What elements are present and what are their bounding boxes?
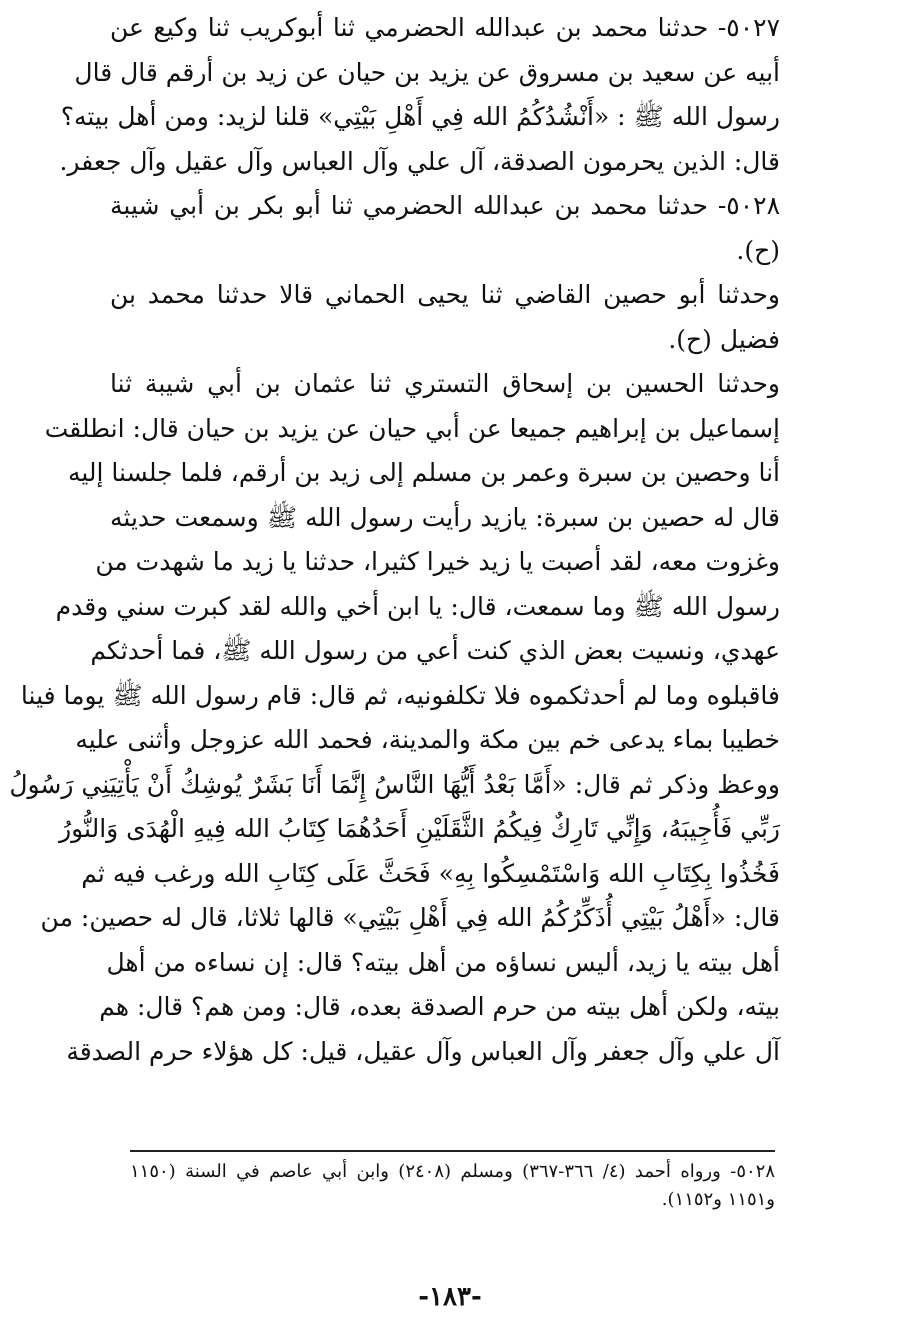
text-line: خطيبا بماء يدعى خم بين مكة والمدينة، فحمد الله عزوجل وأثنى عليه <box>75 725 780 754</box>
footnote-line: و١١٥١ و١١٥٢). <box>661 1189 775 1210</box>
text-line: أبيه عن سعيد بن مسروق عن يزيد بن حيان عن زيد بن أرقم قال قال <box>74 57 780 87</box>
text-line: قال: «أَهْلُ بَيْتِي أُذَكِّرُكُمُ الله فِي أَهْلِ بَيْتِي» قالها ثلاثا، قال له حصين: من <box>40 903 780 932</box>
text-line: فضيل (ح). <box>668 324 780 354</box>
text-line: عهدي، ونسيت بعض الذي كنت أعي من رسول الله ﷺ، فما أحدثكم <box>90 636 780 665</box>
text-line: بيته، ولكن أهل بيته من حرم الصدقة بعده، قال: ومن هم؟ قال: هم <box>99 992 780 1021</box>
footnotes <box>130 1158 775 1214</box>
text-line: أهل بيته يا زيد، أليس نساؤه من أهل بيته؟ قال: إن نساءه من أهل <box>106 947 780 977</box>
hadith-body-text <box>9 6 780 1074</box>
text-line: قال له حصين بن سبرة: يازيد رأيت رسول الله ﷺ وسمعت حديثه <box>110 502 780 532</box>
footnote-divider <box>130 1150 775 1152</box>
text-line: فاقبلوه وما لم أحدثكموه فلا تكلفونيه، ثم قال: قام رسول الله ﷺ يوما فينا <box>20 680 780 710</box>
text-line: رَبِّي فَأُجِيبَهُ، وَإِنِّي تَارِكٌ فِيكُمُ الثَّقَلَيْنِ أَحَدُهُمَا كِتَابُ الله فِيهِ الْهُدَى وَالنُّورُ <box>59 814 780 843</box>
text-line: رسول الله ﷺ وما سمعت، قال: يا ابن أخي والله لقد كبرت سني وقدم <box>55 591 780 621</box>
footnote-line: ٥٠٢٨- ورواه أحمد (٤/ ٣٦٦-٣٦٧) ومسلم (٢٤٠٨) وابن أبي عاصم في السنة (١١٥٠ <box>130 1161 775 1182</box>
text-line: وحدثنا أبو حصين القاضي ثنا يحيى الحماني قالا حدثنا محمد بن <box>110 280 780 309</box>
page-number: -١٨٣- <box>418 1282 482 1312</box>
text-line: إسماعيل بن إبراهيم جميعا عن أبي حيان عن يزيد بن حيان قال: انطلقت <box>44 413 780 443</box>
text-line: ووعظ وذكر ثم قال: «أَمَّا بَعْدُ أَيُّهَا النَّاسُ إِنَّمَا أَنَا بَشَرٌ يُوشِكُ أَنْ يَأْتِيَنِي رَسُولُ <box>9 769 780 799</box>
text-line: رسول الله ﷺ : «أَنْشُدُكُمُ الله فِي أَهْلِ بَيْتِي» قلنا لزيد: ومن أهل بيته؟ <box>60 102 780 131</box>
text-line: قال: الذين يحرمون الصدقة، آل علي وآل العباس وآل عقيل وآل جعفر. <box>59 146 780 176</box>
text-line: (ح). <box>736 235 780 265</box>
text-line: آل علي وآل جعفر وآل العباس وآل عقيل، قيل: كل هؤلاء حرم الصدقة <box>66 1036 780 1066</box>
text-line: وحدثنا الحسين بن إسحاق التستري ثنا عثمان بن أبي شيبة ثنا <box>110 369 780 398</box>
text-line: أنا وحصين بن سبرة وعمر بن مسلم إلى زيد بن أرقم، فلما جلسنا إليه <box>67 458 780 487</box>
text-line: فَخُذُوا بِكِتَابِ الله وَاسْتَمْسِكُوا بِهِ» فَحَثَّ عَلَى كِتَابِ الله ورغب فيه ثم <box>81 858 780 888</box>
text-line: ٥٠٢٧- حدثنا محمد بن عبدالله الحضرمي ثنا أبوكريب ثنا وكيع عن <box>110 13 780 42</box>
text-line: ٥٠٢٨- حدثنا محمد بن عبدالله الحضرمي ثنا أبو بكر بن أبي شيبة <box>110 191 780 220</box>
text-line: وغزوت معه، لقد أصبت يا زيد خيرا كثيرا، حدثنا يا زيد ما شهدت من <box>95 547 780 576</box>
